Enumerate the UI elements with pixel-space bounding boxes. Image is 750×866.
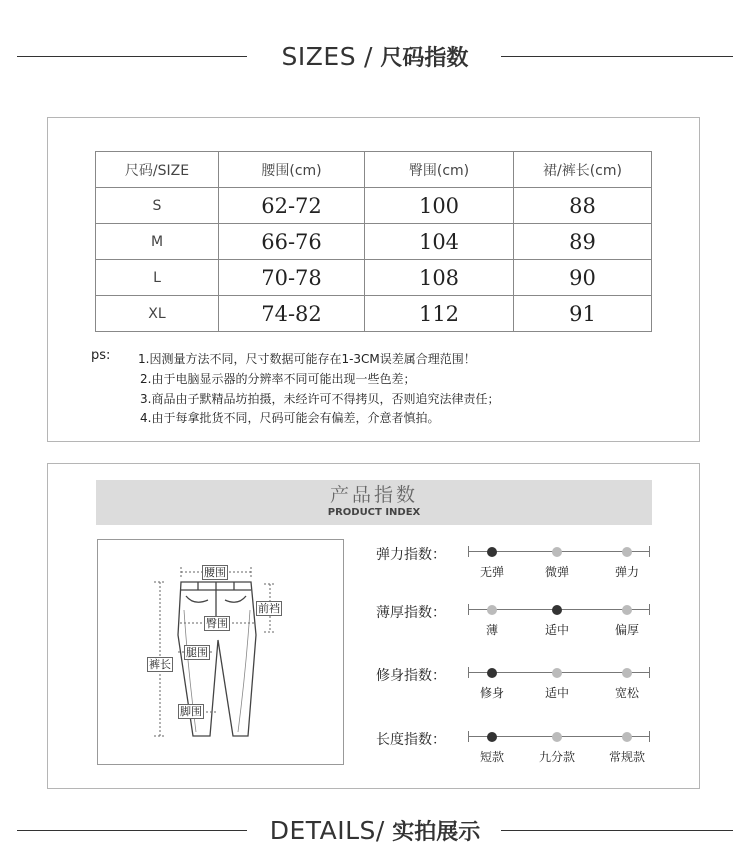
details-title bbox=[0, 811, 750, 853]
details-section-header bbox=[0, 811, 750, 851]
size-table-header-cell: 臀围(cm) bbox=[365, 152, 514, 188]
note-item: 4.由于每拿批货不同，尺码可能会有偏差，介意者慎拍。 bbox=[140, 411, 440, 425]
hip-cell: 112 bbox=[365, 296, 514, 332]
size-table-header-cell: 腰围(cm) bbox=[219, 152, 365, 188]
waist-tag: 腰围 bbox=[204, 566, 226, 579]
hip-cell: 108 bbox=[365, 260, 514, 296]
waist-cell: 70-78 bbox=[219, 260, 365, 296]
length-cell: 90 bbox=[514, 260, 652, 296]
details-title-en: DETAILS bbox=[269, 816, 376, 845]
index-option: 弹力 bbox=[614, 565, 639, 579]
waist-cell: 74-82 bbox=[219, 296, 365, 332]
index-label: 薄厚指数： bbox=[376, 605, 446, 621]
index-dot bbox=[552, 732, 562, 742]
table-row bbox=[96, 188, 652, 224]
index-option: 无弹 bbox=[479, 565, 504, 579]
hip-cell: 104 bbox=[365, 224, 514, 260]
front-rise-tag: 前裆 bbox=[258, 602, 280, 615]
index-scale bbox=[468, 602, 650, 618]
thigh-tag: 腿围 bbox=[186, 646, 208, 659]
index-option: 微弹 bbox=[544, 565, 569, 579]
sizes-section-header bbox=[0, 37, 750, 77]
index-dot bbox=[487, 605, 497, 615]
size-table-header-row bbox=[96, 152, 652, 188]
index-dot bbox=[552, 668, 562, 678]
index-option: 九分款 bbox=[538, 750, 575, 764]
product-index-title-zh: 产品指数 bbox=[329, 484, 418, 506]
index-dot bbox=[622, 547, 632, 557]
index-option: 适中 bbox=[544, 686, 569, 700]
length-cell: 89 bbox=[514, 224, 652, 260]
index-option: 薄 bbox=[485, 623, 498, 637]
waist-cell: 66-76 bbox=[219, 224, 365, 260]
size-cell: M bbox=[96, 224, 219, 260]
size-table-header-cell: 裙/裤长(cm) bbox=[514, 152, 652, 188]
index-scale bbox=[468, 665, 650, 681]
index-dot bbox=[487, 668, 497, 678]
index-option: 短款 bbox=[479, 750, 504, 764]
index-option: 偏厚 bbox=[614, 623, 639, 637]
index-option: 常规款 bbox=[608, 750, 645, 764]
details-title-sep: / bbox=[375, 816, 393, 845]
size-cell: L bbox=[96, 260, 219, 296]
index-dot bbox=[622, 732, 632, 742]
size-cell: XL bbox=[96, 296, 219, 332]
hem-tag: 脚围 bbox=[180, 705, 202, 718]
size-cell: S bbox=[96, 188, 219, 224]
index-dot bbox=[622, 605, 632, 615]
index-label: 修身指数： bbox=[376, 668, 446, 684]
length-cell: 88 bbox=[514, 188, 652, 224]
index-dot bbox=[622, 668, 632, 678]
index-label: 弹力指数： bbox=[376, 547, 446, 563]
sizes-title bbox=[0, 37, 750, 79]
sizes-title-sep: / bbox=[356, 42, 381, 71]
table-row bbox=[96, 224, 652, 260]
length-cell: 91 bbox=[514, 296, 652, 332]
notes-prefix: ps: bbox=[91, 348, 111, 363]
index-option: 宽松 bbox=[614, 686, 639, 700]
sizes-title-zh: 尺码指数 bbox=[380, 46, 469, 71]
note-item: 1.因测量方法不同，尺寸数据可能存在1-3CM误差属合理范围！ bbox=[138, 352, 476, 366]
index-dot bbox=[552, 605, 562, 615]
table-row bbox=[96, 296, 652, 332]
waist-cell: 62-72 bbox=[219, 188, 365, 224]
size-table bbox=[95, 151, 652, 332]
table-row bbox=[96, 260, 652, 296]
length-tag: 裤长 bbox=[149, 658, 171, 671]
index-option: 适中 bbox=[544, 623, 569, 637]
index-dot bbox=[487, 732, 497, 742]
hip-tag: 臀围 bbox=[206, 617, 228, 630]
note-item: 3.商品由子默精品坊拍摄，未经许可不得拷贝，否则追究法律责任； bbox=[140, 392, 500, 406]
index-dot bbox=[552, 547, 562, 557]
product-index-title-en: PRODUCT INDEX bbox=[327, 507, 421, 518]
pants-diagram bbox=[97, 539, 344, 765]
note-item: 2.由于电脑显示器的分辨率不同可能出现一些色差； bbox=[140, 372, 416, 386]
sizes-title-en: SIZES bbox=[281, 42, 357, 71]
index-option: 修身 bbox=[479, 686, 504, 700]
product-index-banner bbox=[96, 480, 652, 525]
size-table-header-cell: 尺码/SIZE bbox=[96, 152, 219, 188]
index-dot bbox=[487, 547, 497, 557]
details-title-zh: 实拍展示 bbox=[392, 820, 481, 845]
index-label: 长度指数： bbox=[376, 732, 446, 748]
index-scale bbox=[468, 729, 650, 745]
index-scale bbox=[468, 544, 650, 560]
hip-cell: 100 bbox=[365, 188, 514, 224]
